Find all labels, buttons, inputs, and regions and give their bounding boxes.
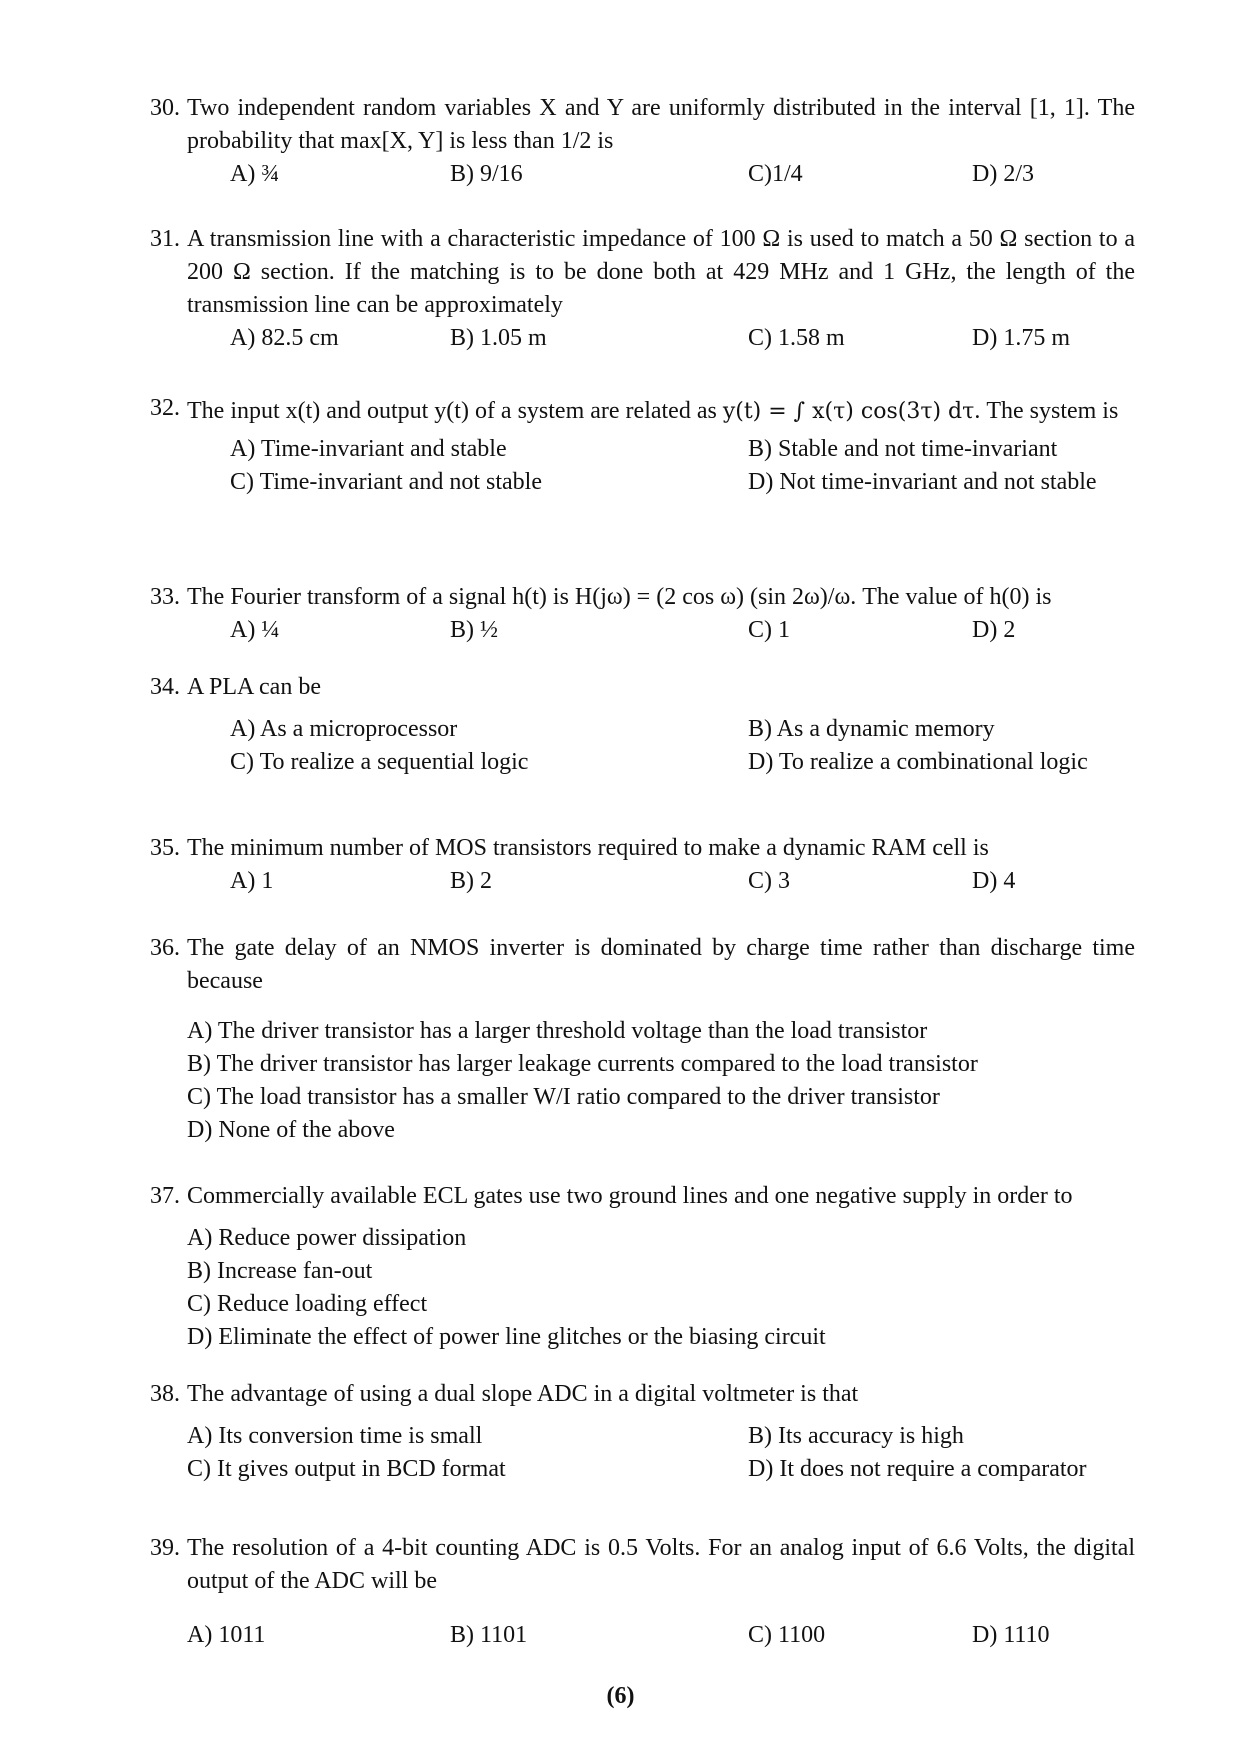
option-b[interactable]: B) As a dynamic memory	[748, 716, 995, 742]
page-number: (6)	[606, 1683, 635, 1709]
question-text: The resolution of a 4-bit counting ADC is 0.5 Volts. For an analog input of 6.6 Volts, the digital output of the ADC will be	[187, 1535, 1135, 1594]
option-b[interactable]: B) 9/16	[450, 161, 523, 187]
options-row	[150, 433, 1135, 466]
option-d[interactable]: D) 2	[972, 617, 1016, 643]
question-34	[150, 671, 1135, 779]
option-d[interactable]: D) 1110	[972, 1622, 1050, 1648]
options-row	[150, 614, 1135, 647]
question-number: 36.	[150, 935, 180, 961]
question-number: 38.	[150, 1381, 180, 1407]
option-d[interactable]: D) None of the above	[187, 1117, 395, 1143]
question-31	[150, 223, 1135, 355]
question-32	[150, 392, 1135, 499]
option-a[interactable]: A) Reduce power dissipation	[187, 1225, 467, 1251]
option-d[interactable]: D) Eliminate the effect of power line glitches or the biasing circuit	[187, 1324, 826, 1350]
question-number: 30.	[150, 95, 180, 121]
option-c[interactable]: C) Reduce loading effect	[187, 1291, 428, 1317]
integral-formula: y(t) = ∫ x(τ) cos(3τ) dτ	[722, 399, 975, 424]
options-list	[150, 1222, 1135, 1354]
option-c[interactable]: C) To realize a sequential logic	[230, 749, 529, 775]
question-number: 32.	[150, 395, 180, 421]
question-text	[187, 392, 1135, 431]
option-a[interactable]: A) ¾	[230, 161, 280, 187]
option-a[interactable]: A) Its conversion time is small	[187, 1423, 483, 1449]
option-d[interactable]: D) 1.75 m	[972, 325, 1070, 351]
question-30	[150, 92, 1135, 191]
option-a[interactable]: A) The driver transistor has a larger threshold voltage than the load transistor	[187, 1018, 928, 1044]
question-38	[150, 1378, 1135, 1486]
question-text: Commercially available ECL gates use two ground lines and one negative supply in order to	[187, 1183, 1073, 1209]
option-a[interactable]: A) As a microprocessor	[230, 716, 458, 742]
question-text: Two independent random variables X and Y are uniformly distributed in the interval [1, 1]. The probability that max[X, Y] is less than 1/2 is	[187, 95, 1135, 154]
option-c[interactable]: C) 1100	[748, 1622, 826, 1648]
options-list	[150, 1015, 1135, 1147]
options-row	[150, 1453, 1135, 1486]
question-37	[150, 1180, 1135, 1354]
options-row	[150, 1619, 1135, 1652]
option-b[interactable]: B) 1.05 m	[450, 325, 547, 351]
option-c[interactable]: C) 1.58 m	[748, 325, 845, 351]
option-d[interactable]: D) Not time-invariant and not stable	[748, 469, 1097, 495]
options-row	[150, 466, 1135, 499]
option-d[interactable]: D) It does not require a comparator	[748, 1456, 1087, 1482]
option-d[interactable]: D) To realize a combinational logic	[748, 749, 1088, 775]
option-c[interactable]: C) The load transistor has a smaller W/I ratio compared to the driver transistor	[187, 1084, 940, 1110]
option-a[interactable]: A) ¼	[230, 617, 280, 643]
option-a[interactable]: A) 1011	[187, 1622, 266, 1648]
question-number: 39.	[150, 1535, 180, 1561]
question-number: 37.	[150, 1183, 180, 1209]
option-b[interactable]: B) ½	[450, 617, 498, 643]
question-text-after: . The system is	[974, 398, 1119, 424]
question-39	[150, 1532, 1135, 1652]
question-text: A transmission line with a characteristic impedance of 100 Ω is used to match a 50 Ω section to a 200 Ω section. If the matching is to be done both at 429 MHz and 1 GHz, the length of the transmission line can be approximately	[187, 226, 1135, 318]
option-d[interactable]: D) 2/3	[972, 161, 1034, 187]
option-b[interactable]: B) Its accuracy is high	[748, 1423, 964, 1449]
question-text: The advantage of using a dual slope ADC in a digital voltmeter is that	[187, 1381, 859, 1407]
question-number: 34.	[150, 674, 180, 700]
question-number: 33.	[150, 584, 180, 610]
options-row	[150, 865, 1135, 898]
question-text: The Fourier transform of a signal h(t) is H(jω) = (2 cos ω) (sin 2ω)/ω. The value of h(0) is	[187, 584, 1052, 610]
question-text: A PLA can be	[187, 674, 321, 700]
options-row	[150, 158, 1135, 191]
question-text-before: The input x(t) and output y(t) of a system are related as	[187, 398, 717, 424]
option-b[interactable]: B) The driver transistor has larger leakage currents compared to the load transistor	[187, 1051, 978, 1077]
options-row	[150, 746, 1135, 779]
option-c[interactable]: C) 3	[748, 868, 790, 894]
option-a[interactable]: A) Time-invariant and stable	[230, 436, 507, 462]
options-row	[150, 1420, 1135, 1453]
options-row	[150, 713, 1135, 746]
option-c[interactable]: C) Time-invariant and not stable	[230, 469, 542, 495]
option-c[interactable]: C) It gives output in BCD format	[187, 1456, 506, 1482]
option-b[interactable]: B) 1101	[450, 1622, 528, 1648]
question-35	[150, 832, 1135, 898]
option-a[interactable]: A) 1	[230, 868, 274, 894]
question-33	[150, 581, 1135, 647]
question-text: The minimum number of MOS transistors required to make a dynamic RAM cell is	[187, 835, 989, 861]
option-c[interactable]: C) 1	[748, 617, 790, 643]
question-36	[150, 932, 1135, 1147]
option-b[interactable]: B) 2	[450, 868, 492, 894]
option-b[interactable]: B) Increase fan-out	[187, 1258, 373, 1284]
question-number: 35.	[150, 835, 180, 861]
option-d[interactable]: D) 4	[972, 868, 1016, 894]
question-text: The gate delay of an NMOS inverter is dominated by charge time rather than discharge time because	[187, 935, 1135, 994]
option-a[interactable]: A) 82.5 cm	[230, 325, 339, 351]
question-number: 31.	[150, 226, 180, 252]
option-b[interactable]: B) Stable and not time-invariant	[748, 436, 1058, 462]
options-row	[150, 322, 1135, 355]
option-c[interactable]: C)1/4	[748, 161, 803, 187]
